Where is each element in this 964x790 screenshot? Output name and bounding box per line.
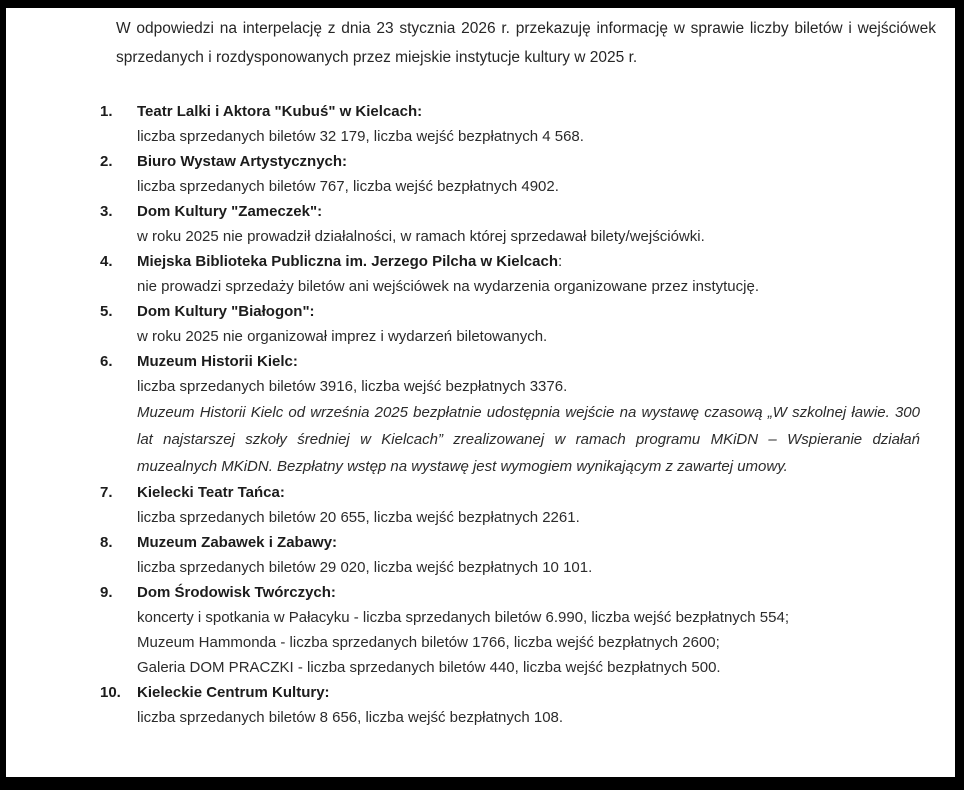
list-item: [100, 199, 931, 249]
item-detail: liczba sprzedanych biletów 32 179, liczba wejść bezpłatnych 4 568.: [137, 128, 584, 145]
item-title: Teatr Lalki i Aktora "Kubuś" w Kielcach:: [137, 103, 423, 120]
item-number: 5.: [100, 303, 113, 320]
item-detail: w roku 2025 nie prowadził działalności, w ramach której sprzedawał bilety/wejściówki.: [137, 228, 705, 245]
item-body: [137, 149, 931, 199]
list-item: [100, 480, 931, 530]
item-body: [137, 349, 931, 480]
list-item: [100, 99, 931, 149]
list-item: [100, 680, 931, 730]
item-body: [137, 299, 931, 349]
item-detail: liczba sprzedanych biletów 8 656, liczba wejść bezpłatnych 108.: [137, 709, 564, 726]
item-number: 9.: [100, 584, 113, 601]
item-title-colon: :: [557, 253, 563, 270]
item-title: Kielecki Teatr Tańca:: [137, 484, 285, 501]
item-body: [137, 680, 931, 730]
item-body: [137, 480, 931, 530]
item-title: Dom Kultury "Białogon":: [137, 303, 315, 320]
item-detail: liczba sprzedanych biletów 29 020, liczba wejść bezpłatnych 10 101.: [137, 559, 593, 576]
item-title: Kieleckie Centrum Kultury:: [137, 684, 330, 701]
item-detail: liczba sprzedanych biletów 20 655, liczba wejść bezpłatnych 2261.: [137, 509, 580, 526]
item-detail: liczba sprzedanych biletów 3916, liczba wejść bezpłatnych 3376.: [137, 378, 568, 395]
list-item: [100, 299, 931, 349]
list-item: [100, 249, 931, 299]
item-number: 2.: [100, 153, 113, 170]
item-title-text: Miejska Biblioteka Publiczna im. Jerzego Pilcha w Kielcach: [137, 253, 558, 270]
item-title: Biuro Wystaw Artystycznych:: [137, 153, 348, 170]
institutions-list: [100, 99, 931, 730]
document-content: [6, 8, 955, 777]
intro-paragraph: W odpowiedzi na interpelację z dnia 23 stycznia 2026 r. przekazuję informację w sprawie liczby biletów i wejściówek sprzedanych i rozdysponowanych przez miejskie instytucje kultury w 2025 r.: [116, 20, 936, 66]
item-title: Muzeum Zabawek i Zabawy:: [137, 534, 338, 551]
item-title: Dom Kultury "Zameczek":: [137, 203, 323, 220]
item-number: 3.: [100, 203, 113, 220]
list-item: [100, 149, 931, 199]
item-number: 6.: [100, 353, 113, 370]
item-title: [137, 249, 931, 274]
item-detail: w roku 2025 nie organizował imprez i wydarzeń biletowanych.: [137, 328, 548, 345]
item-number: 8.: [100, 534, 113, 551]
item-body: [137, 580, 931, 680]
item-body: [137, 199, 931, 249]
item-detail: liczba sprzedanych biletów 767, liczba wejść bezpłatnych 4902.: [137, 178, 559, 195]
item-detail: nie prowadzi sprzedaży biletów ani wejściówek na wydarzenia organizowane przez instytucję.: [137, 278, 759, 295]
item-title: Dom Środowisk Twórczych:: [137, 584, 336, 601]
item-detail: Galeria DOM PRACZKI - liczba sprzedanych biletów 440, liczba wejść bezpłatnych 500.: [137, 659, 721, 676]
list-item: [100, 580, 931, 680]
list-item: [100, 530, 931, 580]
list-item: [100, 349, 931, 480]
item-detail: koncerty i spotkania w Pałacyku - liczba sprzedanych biletów 6.990, liczba wejść bezpłatnych 554;: [137, 609, 790, 626]
item-number: 4.: [100, 253, 113, 270]
item-number: 1.: [100, 103, 113, 120]
item-title: Muzeum Historii Kielc:: [137, 353, 298, 370]
item-number: 7.: [100, 484, 113, 501]
item-body: [137, 530, 931, 580]
item-number: 10.: [100, 684, 121, 701]
item-body: [137, 249, 931, 299]
item-note: Muzeum Historii Kielc od września 2025 bezpłatnie udostępnia wejście na wystawę czasową „W szkolnej ławie. 300 lat najstarszej szkoły średniej w Kielcach” zrealizowanej w ramach programu MKiDN – Wspieranie działań muzealnych MKiDN. Bezpłatny wstęp na wystawę jest wymogiem wynikającym z zawartej umowy.: [137, 404, 920, 475]
item-detail: Muzeum Hammonda - liczba sprzedanych biletów 1766, liczba wejść bezpłatnych 2600;: [137, 634, 720, 651]
item-body: [137, 99, 931, 149]
